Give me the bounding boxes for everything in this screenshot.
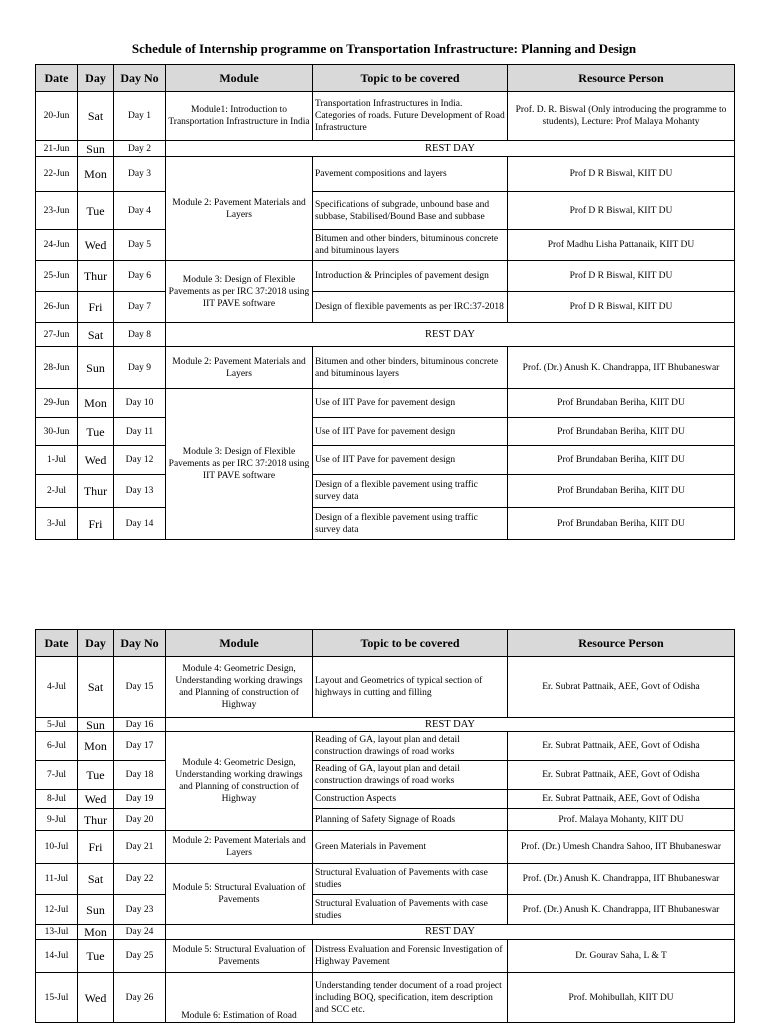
day-no-cell: Day 5 bbox=[114, 230, 166, 261]
date-cell: 14-Jul bbox=[36, 940, 78, 973]
day-no-cell: Day 14 bbox=[114, 508, 166, 540]
table-row bbox=[36, 230, 735, 261]
day-no-cell: Day 23 bbox=[114, 895, 166, 925]
table-row bbox=[36, 831, 735, 864]
day-cell: Sun bbox=[78, 347, 114, 389]
resource-person-cell: Dr. Gourav Saha, L & T bbox=[508, 940, 735, 973]
day-no-cell: Day 19 bbox=[114, 790, 166, 809]
table-row bbox=[36, 790, 735, 809]
table-row bbox=[36, 809, 735, 831]
day-no-cell: Day 21 bbox=[114, 831, 166, 864]
date-cell: 26-Jun bbox=[36, 292, 78, 323]
header-topic: Topic to be covered bbox=[313, 65, 508, 92]
topic-cell: Design of a flexible pavement using traffic survey data bbox=[313, 508, 508, 540]
day-cell: Thur bbox=[78, 475, 114, 508]
topic-cell: Green Materials in Pavement bbox=[313, 831, 508, 864]
day-cell: Sun bbox=[78, 718, 114, 732]
table-row bbox=[36, 895, 735, 925]
table-row bbox=[36, 192, 735, 230]
date-cell: 21-Jun bbox=[36, 141, 78, 157]
date-cell: 22-Jun bbox=[36, 157, 78, 192]
date-cell: 1-Jul bbox=[36, 446, 78, 475]
module-cell: Module 2: Pavement Materials and Layers bbox=[166, 831, 313, 864]
table-row bbox=[36, 761, 735, 790]
resource-person-cell: Er. Subrat Pattnaik, AEE, Govt of Odisha bbox=[508, 732, 735, 761]
date-cell: 10-Jul bbox=[36, 831, 78, 864]
table-row bbox=[36, 657, 735, 718]
header-day: Day bbox=[78, 630, 114, 657]
topic-cell: Understanding tender document of a road project including BOQ, specification, item description and SCC etc. bbox=[313, 973, 508, 1023]
day-cell: Sat bbox=[78, 657, 114, 718]
table-header-row bbox=[36, 630, 735, 657]
table-row bbox=[36, 92, 735, 141]
resource-person-cell: Prof Brundaban Beriha, KIIT DU bbox=[508, 508, 735, 540]
rest-day-cell: REST DAY bbox=[166, 323, 735, 347]
day-cell: Thur bbox=[78, 261, 114, 292]
table-row bbox=[36, 864, 735, 895]
day-no-cell: Day 2 bbox=[114, 141, 166, 157]
day-cell: Tue bbox=[78, 418, 114, 446]
date-cell: 2-Jul bbox=[36, 475, 78, 508]
topic-cell: Bitumen and other binders, bituminous concrete and bituminous layers bbox=[313, 347, 508, 389]
day-cell: Fri bbox=[78, 831, 114, 864]
day-no-cell: Day 6 bbox=[114, 261, 166, 292]
resource-person-cell: Prof. Mohibullah, KIIT DU bbox=[508, 973, 735, 1023]
day-no-cell: Day 8 bbox=[114, 323, 166, 347]
schedule-table-1 bbox=[35, 64, 735, 540]
day-no-cell: Day 15 bbox=[114, 657, 166, 718]
date-cell: 15-Jul bbox=[36, 973, 78, 1023]
date-cell: 8-Jul bbox=[36, 790, 78, 809]
topic-cell: Structural Evaluation of Pavements with case studies bbox=[313, 895, 508, 925]
date-cell: 20-Jun bbox=[36, 92, 78, 141]
module-cell: Module 2: Pavement Materials and Layers bbox=[166, 347, 313, 389]
document-title: Schedule of Internship programme on Transportation Infrastructure: Planning and Design bbox=[131, 41, 637, 56]
day-no-cell: Day 26 bbox=[114, 973, 166, 1023]
module-cell: Module 4: Geometric Design, Understanding working drawings and Planning of construction of Highway bbox=[166, 657, 313, 718]
topic-cell: Bitumen and other binders, bituminous concrete and bituminous layers bbox=[313, 230, 508, 261]
topic-cell: Specifications of subgrade, unbound base and subbase, Stabilised/Bound Base and subbase bbox=[313, 192, 508, 230]
topic-cell: Use of IIT Pave for pavement design bbox=[313, 389, 508, 418]
day-cell: Thur bbox=[78, 809, 114, 831]
topic-cell: Design of flexible pavements as per IRC:37-2018 bbox=[313, 292, 508, 323]
topic-cell: Planning of Safety Signage of Roads bbox=[313, 809, 508, 831]
day-cell: Mon bbox=[78, 732, 114, 761]
day-no-cell: Day 13 bbox=[114, 475, 166, 508]
topic-cell: Pavement compositions and layers bbox=[313, 157, 508, 192]
table-row bbox=[36, 925, 735, 940]
resource-person-cell: Prof. (Dr.) Umesh Chandra Sahoo, IIT Bhubaneswar bbox=[508, 831, 735, 864]
day-no-cell: Day 25 bbox=[114, 940, 166, 973]
date-cell: 24-Jun bbox=[36, 230, 78, 261]
resource-person-cell: Prof. D. R. Biswal (Only introducing the programme to students), Lecture: Prof Malaya Mohanty bbox=[508, 92, 735, 141]
resource-person-cell: Prof. (Dr.) Anush K. Chandrappa, IIT Bhubaneswar bbox=[508, 347, 735, 389]
resource-person-cell: Prof Brundaban Beriha, KIIT DU bbox=[508, 446, 735, 475]
date-cell: 23-Jun bbox=[36, 192, 78, 230]
resource-person-cell: Er. Subrat Pattnaik, AEE, Govt of Odisha bbox=[508, 761, 735, 790]
resource-person-cell: Prof Madhu Lisha Pattanaik, KIIT DU bbox=[508, 230, 735, 261]
table-row bbox=[36, 323, 735, 347]
table-row bbox=[36, 732, 735, 761]
resource-person-cell: Prof Brundaban Beriha, KIIT DU bbox=[508, 475, 735, 508]
topic-cell: Introduction & Principles of pavement design bbox=[313, 261, 508, 292]
header-topic: Topic to be covered bbox=[313, 630, 508, 657]
day-cell: Wed bbox=[78, 790, 114, 809]
date-cell: 27-Jun bbox=[36, 323, 78, 347]
day-cell: Wed bbox=[78, 446, 114, 475]
date-cell: 4-Jul bbox=[36, 657, 78, 718]
day-no-cell: Day 9 bbox=[114, 347, 166, 389]
resource-person-cell: Prof. (Dr.) Anush K. Chandrappa, IIT Bhubaneswar bbox=[508, 895, 735, 925]
header-date: Date bbox=[36, 630, 78, 657]
day-cell: Sun bbox=[78, 895, 114, 925]
topic-cell: Construction Aspects bbox=[313, 790, 508, 809]
day-cell: Wed bbox=[78, 973, 114, 1023]
day-no-cell: Day 16 bbox=[114, 718, 166, 732]
table-row bbox=[36, 157, 735, 192]
day-cell: Mon bbox=[78, 389, 114, 418]
schedule-table-2 bbox=[35, 629, 735, 1023]
day-no-cell: Day 20 bbox=[114, 809, 166, 831]
day-no-cell: Day 4 bbox=[114, 192, 166, 230]
day-cell: Sat bbox=[78, 92, 114, 141]
table-row bbox=[36, 418, 735, 446]
header-module: Module bbox=[166, 630, 313, 657]
table-row bbox=[36, 475, 735, 508]
date-cell: 7-Jul bbox=[36, 761, 78, 790]
table-row bbox=[36, 292, 735, 323]
rest-day-cell: REST DAY bbox=[166, 141, 735, 157]
resource-person-cell: Prof D R Biswal, KIIT DU bbox=[508, 261, 735, 292]
header-module: Module bbox=[166, 65, 313, 92]
module-cell: Module1: Introduction to Transportation Infrastructure in India bbox=[166, 92, 313, 141]
date-cell: 5-Jul bbox=[36, 718, 78, 732]
table-row bbox=[36, 389, 735, 418]
resource-person-cell: Er. Subrat Pattnaik, AEE, Govt of Odisha bbox=[508, 790, 735, 809]
date-cell: 6-Jul bbox=[36, 732, 78, 761]
module-cell: Module 2: Pavement Materials and Layers bbox=[166, 157, 313, 261]
topic-cell: Design of a flexible pavement using traffic survey data bbox=[313, 475, 508, 508]
day-no-cell: Day 1 bbox=[114, 92, 166, 141]
date-cell: 9-Jul bbox=[36, 809, 78, 831]
day-cell: Tue bbox=[78, 761, 114, 790]
resource-person-cell: Prof D R Biswal, KIIT DU bbox=[508, 157, 735, 192]
rest-day-cell: REST DAY bbox=[166, 925, 735, 940]
table-row bbox=[36, 940, 735, 973]
table-row bbox=[36, 261, 735, 292]
day-cell: Fri bbox=[78, 508, 114, 540]
header-date: Date bbox=[36, 65, 78, 92]
module-cell: Module 4: Geometric Design, Understanding working drawings and Planning of construction of Highway bbox=[166, 732, 313, 831]
header-day-no: Day No bbox=[114, 630, 166, 657]
module-cell: Module 3: Design of Flexible Pavements as per IRC 37:2018 using IIT PAVE software bbox=[166, 261, 313, 323]
date-cell: 25-Jun bbox=[36, 261, 78, 292]
table-row bbox=[36, 446, 735, 475]
resource-person-cell: Prof Brundaban Beriha, KIIT DU bbox=[508, 389, 735, 418]
table-row bbox=[36, 718, 735, 732]
day-cell: Mon bbox=[78, 925, 114, 940]
resource-person-cell: Prof D R Biswal, KIIT DU bbox=[508, 292, 735, 323]
module-cell: Module 5: Structural Evaluation of Pavements bbox=[166, 940, 313, 973]
rest-day-cell: REST DAY bbox=[166, 718, 735, 732]
date-cell: 30-Jun bbox=[36, 418, 78, 446]
module-cell: Module 3: Design of Flexible Pavements as per IRC 37:2018 using IIT PAVE software bbox=[166, 389, 313, 540]
topic-cell: Use of IIT Pave for pavement design bbox=[313, 418, 508, 446]
date-cell: 28-Jun bbox=[36, 347, 78, 389]
day-cell: Tue bbox=[78, 940, 114, 973]
day-cell: Wed bbox=[78, 230, 114, 261]
day-no-cell: Day 22 bbox=[114, 864, 166, 895]
day-cell: Mon bbox=[78, 157, 114, 192]
resource-person-cell: Prof D R Biswal, KIIT DU bbox=[508, 192, 735, 230]
day-no-cell: Day 17 bbox=[114, 732, 166, 761]
date-cell: 13-Jul bbox=[36, 925, 78, 940]
day-no-cell: Day 24 bbox=[114, 925, 166, 940]
header-resource-person: Resource Person bbox=[508, 630, 735, 657]
table-header-row bbox=[36, 65, 735, 92]
topic-cell: Transportation Infrastructures in India. Categories of roads. Future Development of Road Infrastructure bbox=[313, 92, 508, 141]
table-row bbox=[36, 347, 735, 389]
date-cell: 11-Jul bbox=[36, 864, 78, 895]
date-cell: 29-Jun bbox=[36, 389, 78, 418]
topic-cell: Structural Evaluation of Pavements with case studies bbox=[313, 864, 508, 895]
table-row bbox=[36, 973, 735, 1023]
day-no-cell: Day 18 bbox=[114, 761, 166, 790]
day-cell: Sat bbox=[78, 323, 114, 347]
header-day: Day bbox=[78, 65, 114, 92]
day-cell: Sun bbox=[78, 141, 114, 157]
day-cell: Fri bbox=[78, 292, 114, 323]
topic-cell: Use of IIT Pave for pavement design bbox=[313, 446, 508, 475]
topic-cell: Layout and Geometrics of typical section of highways in cutting and filling bbox=[313, 657, 508, 718]
table-row bbox=[36, 508, 735, 540]
day-no-cell: Day 11 bbox=[114, 418, 166, 446]
day-no-cell: Day 10 bbox=[114, 389, 166, 418]
resource-person-cell: Prof. Malaya Mohanty, KIIT DU bbox=[508, 809, 735, 831]
topic-cell: Reading of GA, layout plan and detail construction drawings of road works bbox=[313, 761, 508, 790]
date-cell: 3-Jul bbox=[36, 508, 78, 540]
day-no-cell: Day 7 bbox=[114, 292, 166, 323]
module-cell: Module 5: Structural Evaluation of Pavements bbox=[166, 864, 313, 925]
resource-person-cell: Prof. (Dr.) Anush K. Chandrappa, IIT Bhubaneswar bbox=[508, 864, 735, 895]
date-cell: 12-Jul bbox=[36, 895, 78, 925]
topic-cell: Distress Evaluation and Forensic Investigation of Highway Pavement bbox=[313, 940, 508, 973]
table-row bbox=[36, 141, 735, 157]
day-no-cell: Day 12 bbox=[114, 446, 166, 475]
header-day-no: Day No bbox=[114, 65, 166, 92]
topic-cell: Reading of GA, layout plan and detail construction drawings of road works bbox=[313, 732, 508, 761]
day-no-cell: Day 3 bbox=[114, 157, 166, 192]
header-resource-person: Resource Person bbox=[508, 65, 735, 92]
day-cell: Sat bbox=[78, 864, 114, 895]
resource-person-cell: Prof Brundaban Beriha, KIIT DU bbox=[508, 418, 735, 446]
resource-person-cell: Er. Subrat Pattnaik, AEE, Govt of Odisha bbox=[508, 657, 735, 718]
day-cell: Tue bbox=[78, 192, 114, 230]
module-cell: Module 6: Estimation of Road bbox=[166, 973, 313, 1023]
